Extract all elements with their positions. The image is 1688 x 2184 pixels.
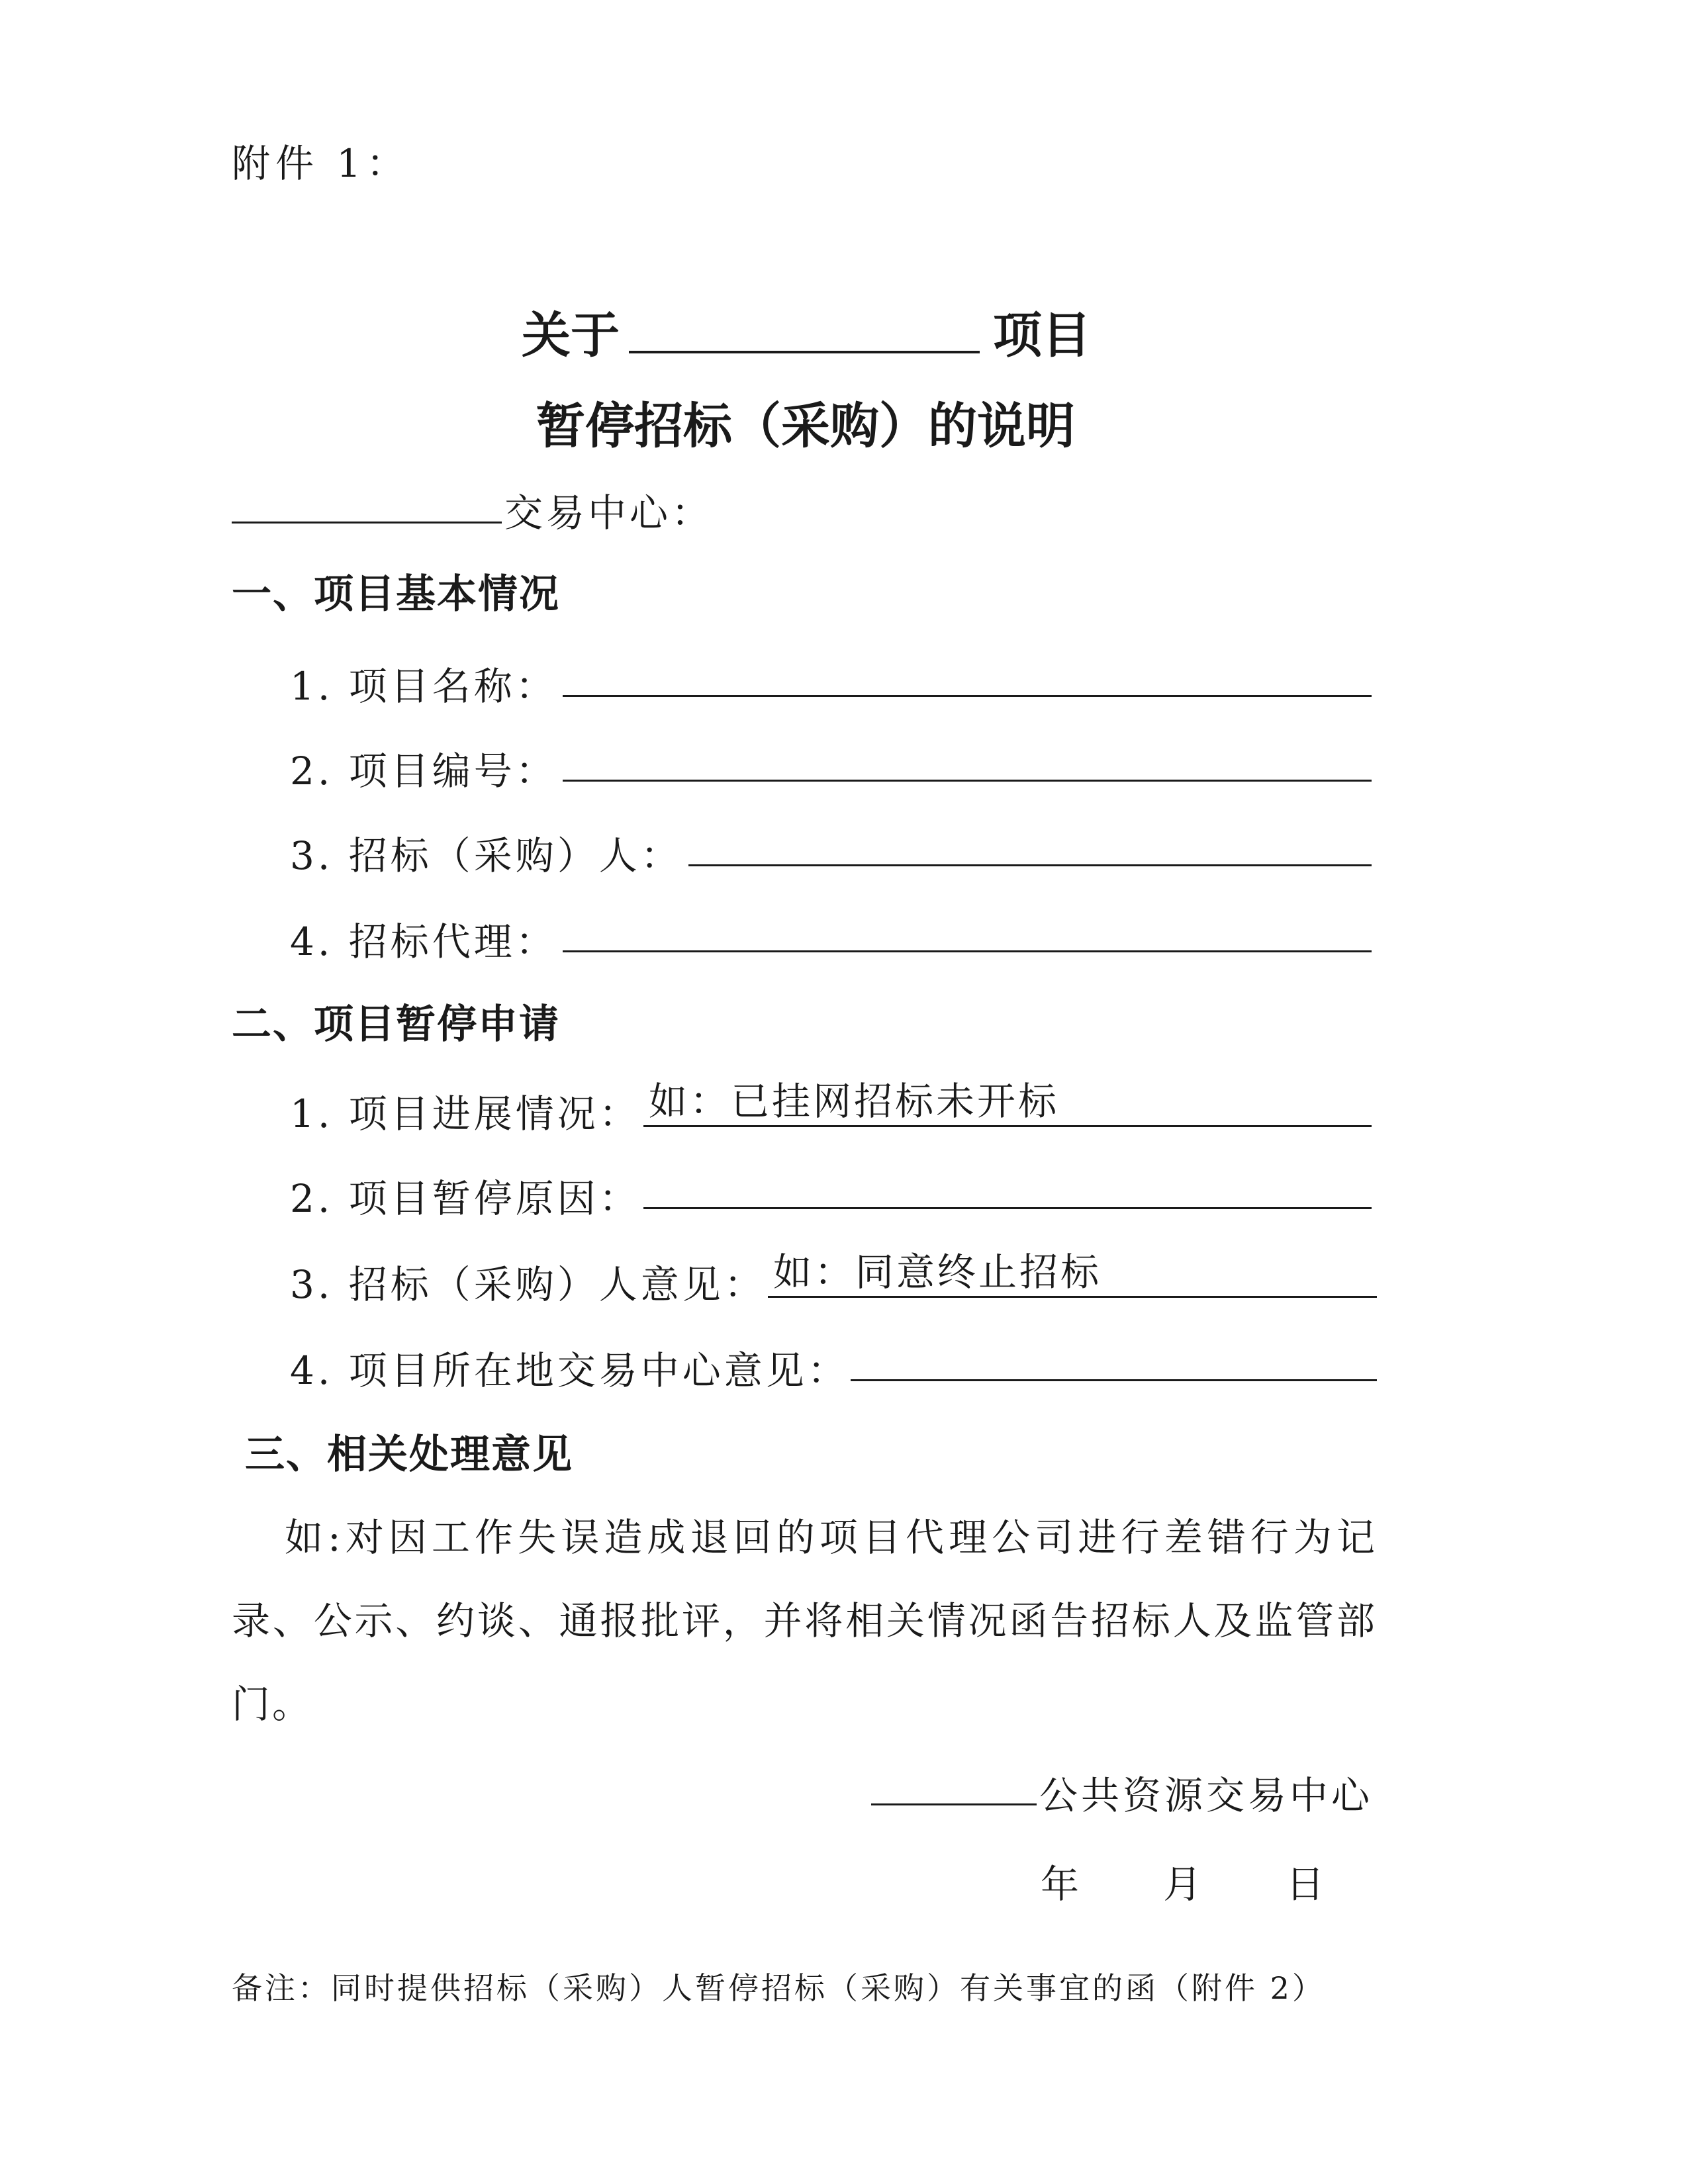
section-heading-suspension-request: 二、项目暂停申请	[232, 1001, 560, 1048]
attachment-label: 附件 1：	[232, 141, 410, 186]
project-name-field[interactable]	[563, 695, 1372, 697]
tenderer-opinion-field[interactable]: 如：同意终止招标	[768, 1248, 1377, 1298]
title-prefix: 关于	[522, 307, 620, 364]
item-label-agent: 4. 招标代理：	[290, 919, 557, 964]
item-label-progress: 1. 项目进展情况：	[290, 1091, 641, 1136]
footnote: 备注：同时提供招标（采购）人暂停招标（采购）有关事宜的函（附件 2）	[232, 1970, 1325, 2006]
handling-paragraph: 如:对因工作失误造成退回的项目代理公司进行差错行为记录、公示、约谈、通报批评，并将相关情况函告招标人及监管部门。	[232, 1515, 1377, 1727]
tenderer-field[interactable]	[688, 864, 1372, 866]
title-project-blank[interactable]	[629, 351, 980, 353]
title-suffix: 项目	[993, 307, 1091, 364]
reason-field[interactable]	[643, 1207, 1372, 1209]
section-heading-basic-info: 一、项目基本情况	[232, 571, 560, 617]
addressee-suffix: 交易中心：	[504, 490, 714, 535]
item-label-reason: 2. 项目暂停原因：	[290, 1176, 641, 1221]
addressee-blank[interactable]	[232, 522, 502, 523]
signature-org-suffix: 公共资源交易中心	[1039, 1773, 1374, 1818]
signature-date: 年 月 日	[1041, 1862, 1336, 1907]
signature-org-blank[interactable]	[871, 1803, 1037, 1805]
project-number-field[interactable]	[563, 780, 1372, 782]
agent-field[interactable]	[563, 950, 1372, 952]
section-heading-handling-opinion: 三、相关处理意见	[245, 1432, 573, 1478]
progress-field[interactable]: 如：已挂网招标未开标	[643, 1077, 1372, 1127]
item-label-project-name: 1. 项目名称：	[290, 664, 557, 709]
item-label-center-opinion: 4. 项目所在地交易中心意见：	[290, 1348, 849, 1393]
item-label-tenderer: 3. 招标（采购）人：	[290, 833, 682, 878]
title-line2: 暂停招标（采购）的说明	[536, 398, 1075, 455]
item-label-project-number: 2. 项目编号：	[290, 749, 557, 794]
item-label-tenderer-opinion: 3. 招标（采购）人意见：	[290, 1262, 766, 1307]
center-opinion-field[interactable]	[851, 1379, 1377, 1381]
